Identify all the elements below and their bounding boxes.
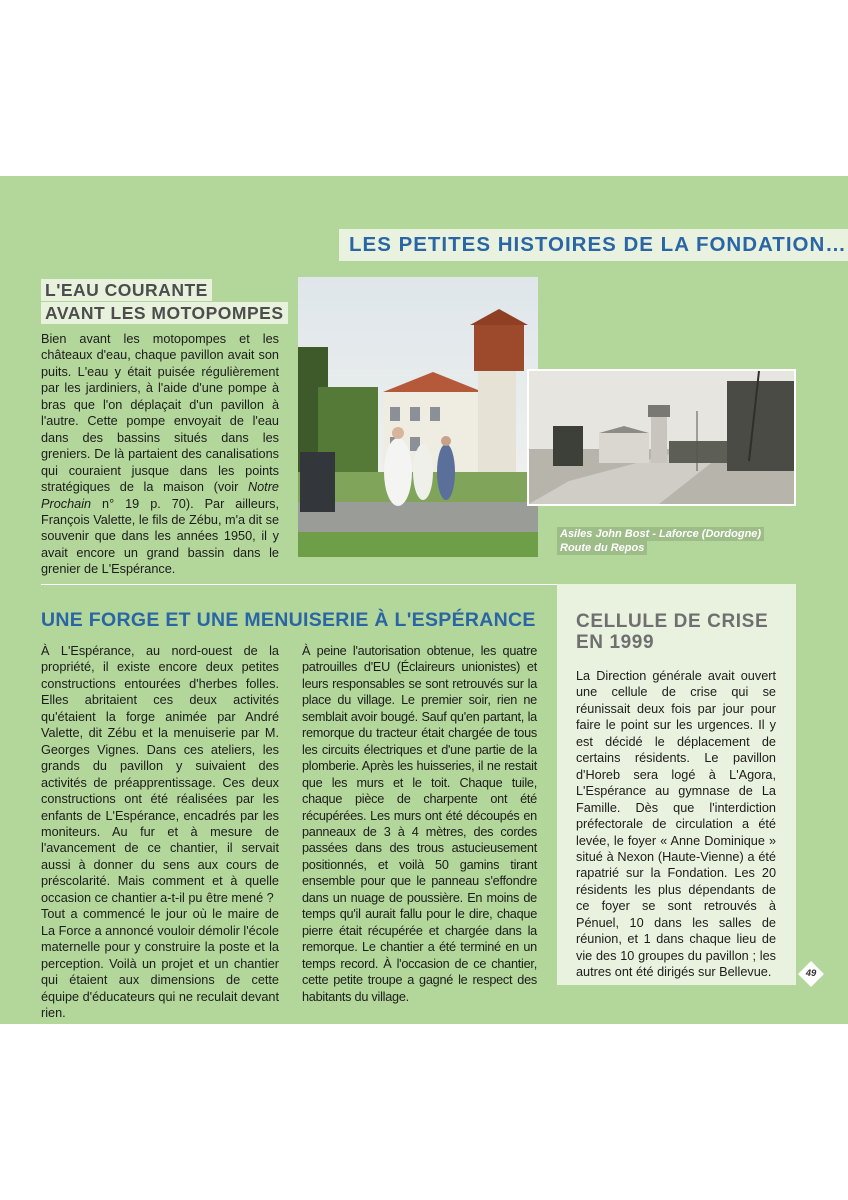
photo-caption-line1: Asiles John Bost - Laforce (Dordogne) [557,527,764,541]
crise-heading-line2: EN 1999 [576,632,655,653]
forge-paragraph-2: Tout a commencé le jour où le maire de La Force a annoncé vouloir démolir l'école maternelle pour y construire la poste et la perception. Voilà un projet et un chantier qui étaient aux dimensions de cette équipe d'éducateurs qui ne reculait devant rien. [41,907,280,1020]
crise-heading-line1: CELLULE DE CRISE [576,611,769,632]
section-banner [339,229,848,261]
eau-italic-title: Notre Prochain [41,480,279,511]
banner-title: LES PETITES HISTOIRES DE LA FONDATION… [349,233,847,256]
eau-article [41,331,279,578]
forge-heading: UNE FORGE ET UNE MENUISERIE À L'ESPÉRANCE [41,609,536,631]
crise-text: La Direction générale avait ouvert une cellule de crise qui se réunissait deux fois par jour pour faire le point sur les urgences. Il y est décidé le déplacement de certains résidents. Le pavillon d'Horeb sera logé à L'Agora, L'Espérance au gymnase de La Famille. Dès que l'interdiction préfectorale de circulation a été levée, le foyer « Anne Dominique » situé à Nexon (Haute-Vienne) a été rapatrié sur la Fondation. Les 20 résidents les plus dépendants de ce foyer se sont retrouvés à Pénuel, 10 dans les salles de réunion, et 1 dans chaque lieu de vie des 10 groupes du pavillon ; les autres ont été dirigés sur Bellevue. [576,669,776,980]
eau-heading-line2: AVANT LES MOTOPOMPES [41,302,288,324]
eau-text-part1: Bien avant les motopompes et les châteaux d'eau, chaque pavillon avait son puits. L'eau y était puisée régulièrement par les jardiniers, à l'aide d'une pompe à bras que l'on déplaçait d'un pavillon à l'autre. Cette pompe envoyait de l'eau dans des bassins situés dans les greniers. De là partaient des canalisations qui couraient jusque dans les points stratégiques de la maison (voir [41,332,279,495]
eau-heading-line1: L'EAU COURANTE [41,279,212,301]
eau-text-part2: n° 19 p. 70). Par ailleurs, François Valette, le fils de Zébu, m'a dit se souvenir que dans les années 1950, il y avait encore un grand bassin dans le grenier de L'Espérance. [41,496,279,577]
water-tower-photo-vintage [527,369,796,506]
forge-paragraph-1: À L'Espérance, au nord-ouest de la propriété, il existe encore deux petites constructions entourées d'herbes folles. Elles abritaient ces deux activités qu'étaient la forge animée par André Valette, dit Zébu et la menuiserie par M. Georges Vignes. Dans ces ateliers, les grands du pavillon y suivaient des activités de préapprentissage. Ces deux constructions ont été réalisées par les enfants de L'Espérance, encadrés par les moniteurs. Au fur et à mesure de l'avancement de ce chantier, il servait aussi à donner du sens aux cours de préscolarité. Mais comment et à quelle occasion ce chantier a-t-il pu être mené ? [41,644,279,905]
crise-article [576,668,776,981]
forge-paragraph-3: À peine l'autorisation obtenue, les quatre patrouilles d'EU (Éclaireurs unionistes) et leurs responsables se sont retrouvés sur la place du village. Le premier soir, rien ne semblait avoir bougé. Sauf qu'en partant, la remorque du tracteur était chargée de tous les circuits électriques et d'une partie de la plomberie. Après les huisseries, il ne restait que les murs et le toit. Chaque tuile, chaque pièce de charpente ont été récupérées. Les murs ont été découpés en panneaux de 3 à 4 mètres, des cordes passées dans des trous astucieusement positionnés, et voilà 50 gamins tirant ensemble pour que le panneau s'effondre dans un nuage de poussière. En moins de temps qu'il aurait fallu pour le dire, chaque pierre était récupérée et chargée dans la remorque. Le chantier a été terminé en un temps record. À l'occasion de ce chantier, cette petite troupe a gagné le respect des habitants du village. [302,644,537,1004]
water-tower-photo-color [298,277,538,557]
photo-caption-line2: Route du Repos [557,541,647,555]
forge-column-1 [41,643,279,1021]
forge-column-2 [302,643,537,1005]
page-number: 49 [805,968,817,979]
crise-heading [576,611,776,653]
